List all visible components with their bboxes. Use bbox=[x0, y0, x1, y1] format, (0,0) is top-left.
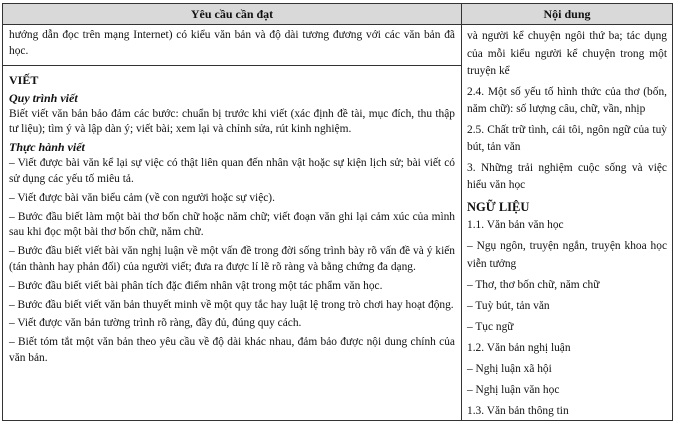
ngu-lieu-item: – Nghị luận xã hội bbox=[467, 362, 552, 375]
practice-item: – Viết được bài văn kể lại sự việc có thật liên quan đến nhân vật hoặc sự kiện lịch sử; bài viết có sử dụng các yếu tố miêu tả. bbox=[9, 157, 455, 185]
practice-item: – Bước đầu biết viết bài văn nghị luận về một vấn đề trong đời sống trình bày rõ vấn đề và ý kiến (tán thành hay phản đối) của người viết; đưa ra được lí lẽ rõ ràng và bằng chứng đa dạng. bbox=[9, 245, 455, 273]
process-text: Biết viết văn bản bảo đảm các bước: chuẩn bị trước khi viết (xác định đề tài, mục đích, thu thập tư liệu); tìm ý và lập dàn ý; viết bài; xem lại và chỉnh sửa, rút kinh nghiệm. bbox=[9, 107, 455, 136]
header-row bbox=[3, 4, 673, 25]
content-item-2-4: 2.4. Một số yếu tố hình thức của thơ (bốn, năm chữ): số lượng câu, chữ, vần, nhịp bbox=[467, 85, 667, 115]
practice-item: – Viết được bài văn biểu cảm (về con người hoặc sự việc). bbox=[9, 191, 275, 204]
section-title-viet: VIẾT bbox=[9, 72, 39, 87]
header-content: Nội dung bbox=[462, 4, 673, 25]
requirements-cell bbox=[3, 25, 462, 421]
content-item-3: 3. Những trải nghiệm cuộc sống và việc hiểu văn học bbox=[467, 161, 667, 191]
content-item-2-5: 2.5. Chất trữ tình, cái tôi, ngôn ngữ của tuỳ bút, tản văn bbox=[467, 123, 667, 153]
practice-item: – Bước đầu biết làm một bài thơ bốn chữ hoặc năm chữ; viết đoạn văn ghi lại cảm xúc của mình sau khi đọc một bài thơ bốn chữ, năm chữ. bbox=[9, 210, 455, 239]
ngu-lieu-title: NGỮ LIỆU bbox=[467, 199, 530, 214]
section-divider bbox=[3, 65, 461, 66]
intro-text: hướng dẫn đọc trên mạng Internet) có kiểu văn bản và độ dài tương đương với các văn bản đã học. bbox=[9, 29, 455, 57]
subsection-title-process: Quy trình viết bbox=[9, 90, 78, 105]
practice-item: – Bước đầu biết viết bài phân tích đặc điểm nhân vật trong một tác phẩm văn học. bbox=[9, 279, 383, 292]
ngu-lieu-item: 1.2. Văn bản nghị luận bbox=[467, 341, 571, 354]
subsection-title-practice: Thực hành viết bbox=[9, 140, 85, 155]
content-cell bbox=[462, 25, 673, 421]
curriculum-table bbox=[2, 3, 673, 421]
ngu-lieu-item: 1.1. Văn bản văn học bbox=[467, 218, 564, 231]
ngu-lieu-item: 1.3. Văn bản thông tin bbox=[467, 404, 569, 417]
continuation-text: và người kể chuyện ngôi thứ ba; tác dụng của mỗi kiểu người kể chuyện trong một truyện kể bbox=[467, 30, 667, 77]
ngu-lieu-item: – Thơ, thơ bốn chữ, năm chữ bbox=[467, 278, 600, 291]
ngu-lieu-item: – Nghị luận văn học bbox=[467, 383, 560, 396]
practice-item: – Viết được văn bản tường trình rõ ràng, đầy đủ, đúng quy cách. bbox=[9, 317, 302, 330]
ngu-lieu-item: – Tục ngữ bbox=[467, 320, 514, 333]
practice-item: – Biết tóm tắt một văn bản theo yêu cầu về độ dài khác nhau, đảm bảo được nội dung chính của văn bản. bbox=[9, 336, 455, 364]
header-requirements: Yêu cầu cần đạt bbox=[3, 4, 462, 25]
ngu-lieu-item: – Ngụ ngôn, truyện ngắn, truyện khoa học viễn tưởng bbox=[467, 239, 667, 270]
body-row bbox=[3, 25, 673, 421]
ngu-lieu-item: – Tuỳ bút, tản văn bbox=[467, 299, 550, 312]
practice-item: – Bước đầu biết viết văn bản thuyết minh về một quy tắc hay luật lệ trong trò chơi hay hoạt động. bbox=[9, 298, 454, 311]
